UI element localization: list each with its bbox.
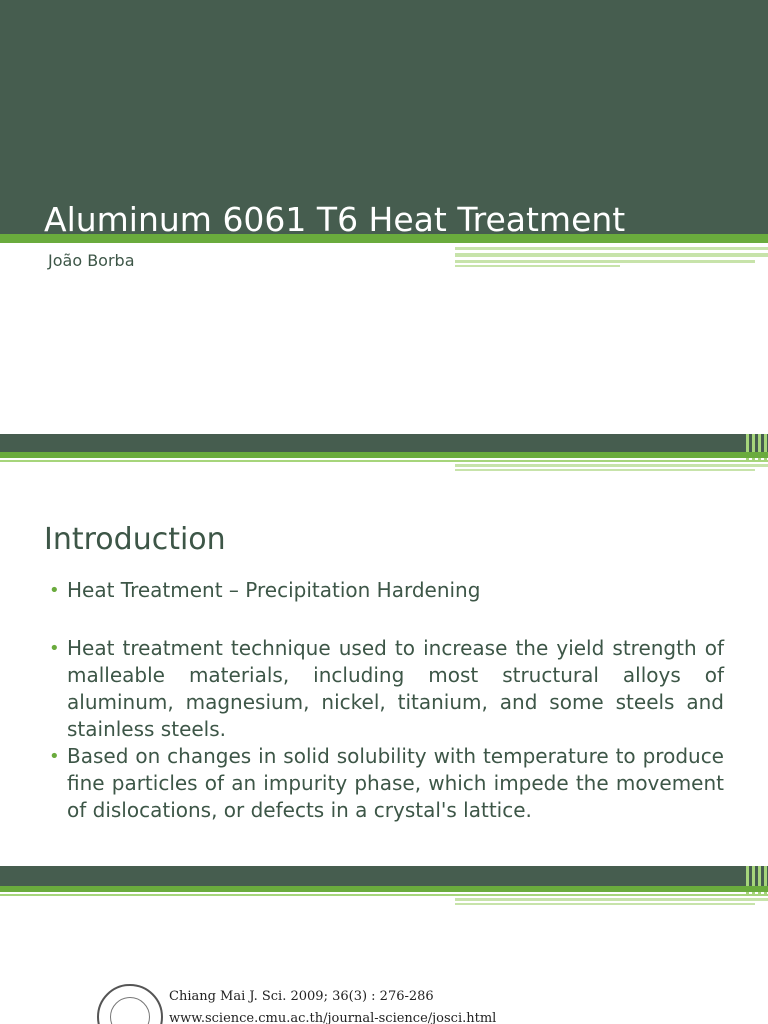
accent-stripe: [0, 894, 768, 896]
accent-stripe: [455, 898, 768, 901]
accent-stripe: [455, 903, 755, 905]
bullet-icon: •: [49, 746, 60, 767]
bullet-item: [44, 635, 724, 743]
accent-stripe: [455, 260, 755, 263]
accent-stripe: [455, 265, 620, 267]
slide-introduction: [0, 432, 768, 866]
bullet-text: Based on changes in solid solubility with temperature to produce fine particles of an impurity phase, which impede the movement of dislocations, or defects in a crystal's lattice.: [67, 744, 724, 822]
slide-heading: Introduction: [44, 522, 226, 557]
bullet-list: [44, 577, 724, 824]
title-band: [0, 0, 768, 234]
accent-stripe: [0, 452, 768, 458]
bullet-text: Heat treatment technique used to increase the yield strength of malleable materials, including most structural alloys of aluminum, magnesium, nickel, titanium, and some steels and stainless steels.: [67, 636, 724, 741]
header-band: [0, 434, 768, 452]
slide-title: [0, 0, 768, 432]
accent-stripe: [0, 886, 768, 892]
accent-stripe: [455, 253, 768, 257]
journal-citation: Chiang Mai J. Sci. 2009; 36(3) : 276-286: [169, 989, 434, 1004]
bullet-text: Heat Treatment – Precipitation Hardening: [67, 578, 481, 602]
bullet-icon: •: [49, 638, 60, 659]
bullet-item: [44, 577, 724, 604]
header-band: [0, 866, 768, 886]
slide-reference: [0, 866, 768, 1024]
bullet-item: [44, 743, 724, 824]
bullet-icon: •: [49, 580, 60, 601]
accent-stripe: [455, 469, 755, 471]
author-name: João Borba: [48, 251, 135, 270]
presentation-title: Aluminum 6061 T6 Heat Treatment: [44, 200, 626, 239]
accent-stripe: [0, 460, 768, 462]
accent-stripe: [455, 247, 768, 250]
journal-url: www.science.cmu.ac.th/journal-science/josci.html: [169, 1011, 497, 1024]
accent-stripe: [455, 464, 768, 467]
